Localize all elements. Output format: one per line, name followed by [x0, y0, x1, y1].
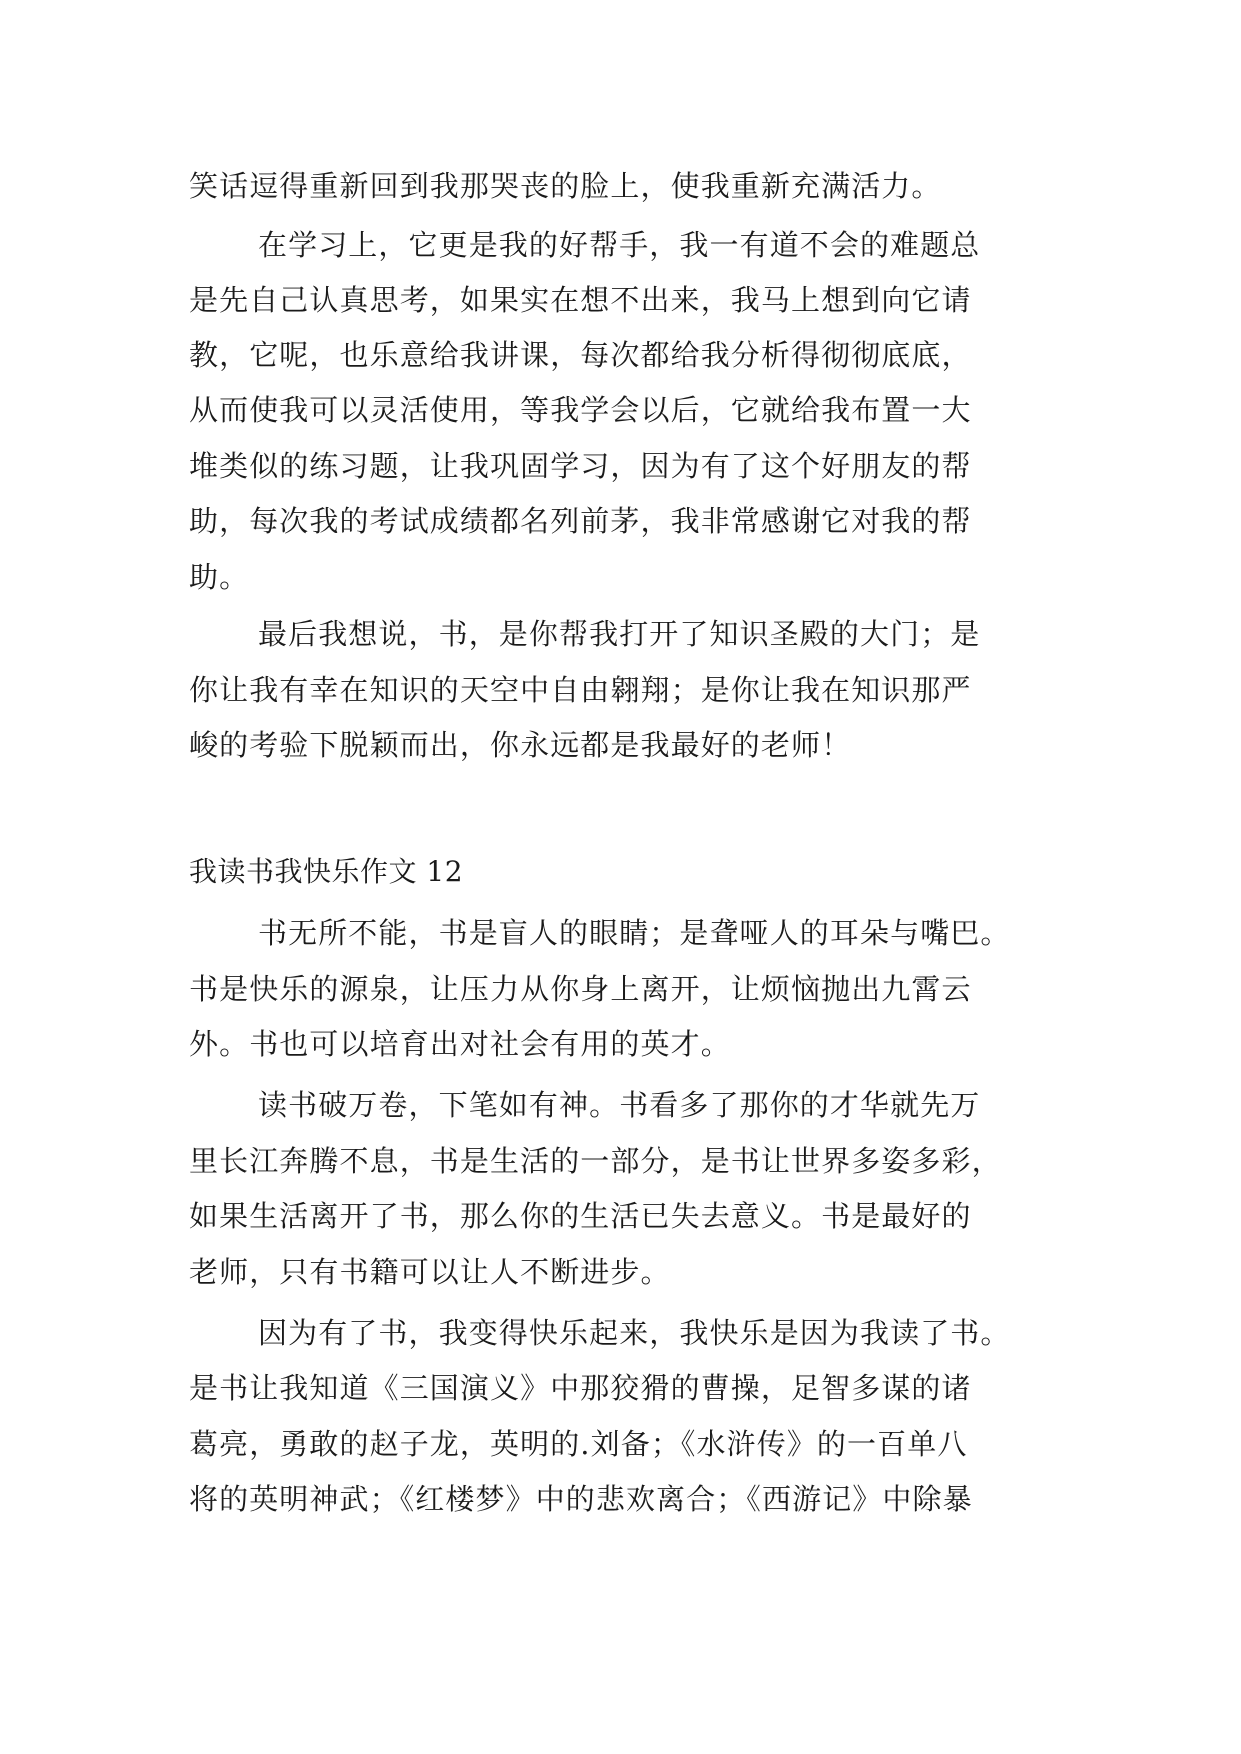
text-line: 老师，只有书籍可以让人不断进步。: [189, 1255, 671, 1289]
text-line: 你让我有幸在知识的天空中自由翱翔；是你让我在知识那严: [189, 673, 972, 707]
text-line: 里长江奔腾不息，书是生活的一部分，是书让世界多姿多彩，: [189, 1144, 1002, 1178]
paragraph-start-line: 最后我想说，书，是你帮我打开了知识圣殿的大门；是: [258, 617, 981, 651]
text-line: 教，它呢，也乐意给我讲课，每次都给我分析得彻彻底底，: [189, 338, 972, 372]
text-line: 从而使我可以灵活使用，等我学会以后，它就给我布置一大: [189, 393, 972, 427]
text-line: 将的英明神武；《红楼梦》中的悲欢离合；《西游记》中除暴: [189, 1482, 973, 1516]
text-line: 助。: [189, 560, 250, 594]
paragraph-start-line: 读书破万卷，下笔如有神。书看多了那你的才华就先万: [258, 1088, 981, 1122]
text-line: 葛亮，勇敢的赵子龙，英明的.刘备；《水浒传》的一百单八: [189, 1427, 968, 1461]
paragraph-start-line: 在学习上，它更是我的好帮手，我一有道不会的难题总: [258, 228, 981, 262]
text-line: 是先自己认真思考，如果实在想不出来，我马上想到向它请: [189, 283, 972, 317]
text-line: 如果生活离开了书，那么你的生活已失去意义。书是最好的: [189, 1199, 972, 1233]
paragraph-start-line: 因为有了书，我变得快乐起来，我快乐是因为我读了书。: [258, 1316, 1011, 1350]
text-line: 是书让我知道《三国演义》中那狡猾的曹操，足智多谋的诸: [189, 1371, 972, 1405]
text-line: 助，每次我的考试成绩都名列前茅，我非常感谢它对我的帮: [189, 504, 972, 538]
text-line: 外。书也可以培育出对社会有用的英才。: [189, 1027, 731, 1061]
section-heading: 我读书我快乐作文 12: [189, 855, 464, 888]
text-line: 峻的考验下脱颖而出，你永远都是我最好的老师！: [189, 728, 852, 762]
text-line: 堆类似的练习题，让我巩固学习，因为有了这个好朋友的帮: [189, 449, 972, 483]
paragraph-start-line: 书无所不能，书是盲人的眼睛；是聋哑人的耳朵与嘴巴。: [258, 916, 1011, 950]
text-line: 书是快乐的源泉，让压力从你身上离开，让烦恼抛出九霄云: [189, 972, 972, 1006]
text-line: 笑话逗得重新回到我那哭丧的脸上，使我重新充满活力。: [189, 169, 942, 203]
